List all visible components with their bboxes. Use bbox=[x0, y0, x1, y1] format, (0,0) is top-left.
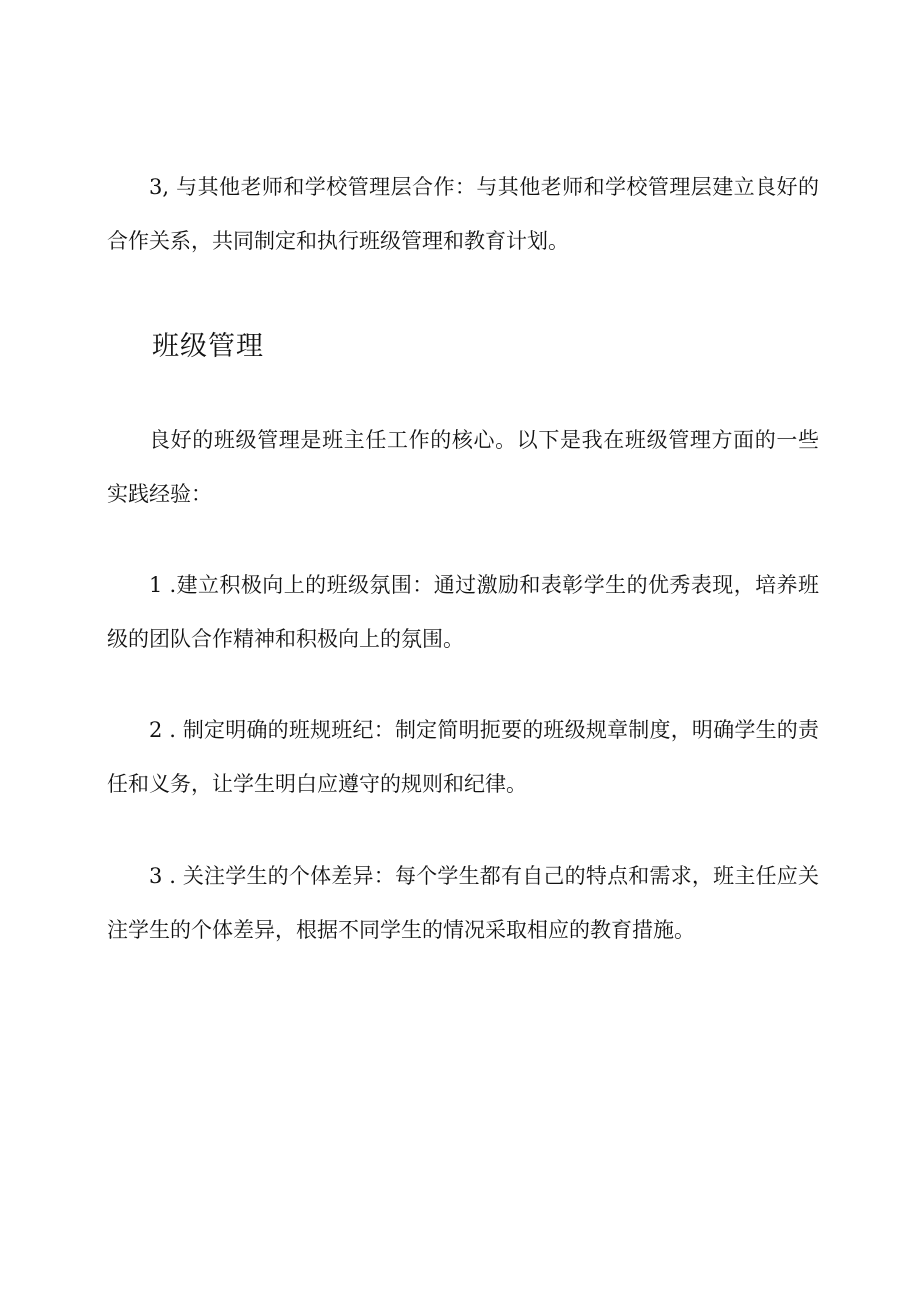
list-item-positive-atmosphere: 1 .建立积极向上的班级氛围：通过激励和表彰学生的优秀表现，培养班级的团队合作精神和积极向上的氛围。 bbox=[107, 573, 819, 651]
paragraph-intro: 良好的班级管理是班主任工作的核心。以下是我在班级管理方面的一些实践经验： bbox=[107, 428, 819, 506]
paragraph-cooperation: 3, 与其他老师和学校管理层合作：与其他老师和学校管理层建立良好的合作关系，共同制定和执行班级管理和教育计划。 bbox=[107, 175, 819, 253]
list-item-individual-differences: 3 . 关注学生的个体差异：每个学生都有自己的特点和需求，班主任应关注学生的个体差异，根据不同学生的情况采取相应的教育措施。 bbox=[107, 864, 819, 942]
list-item-class-rules: 2 . 制定明确的班规班纪：制定简明扼要的班级规章制度，明确学生的责任和义务，让学生明白应遵守的规则和纪律。 bbox=[107, 718, 819, 796]
section-heading-class-management: 班级管理 bbox=[152, 331, 264, 362]
